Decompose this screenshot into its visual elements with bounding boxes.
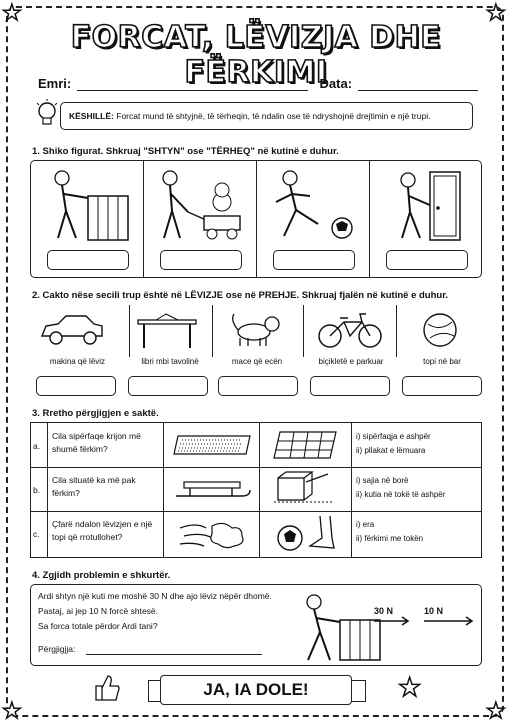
- row-question: Cila sipërfaqe krijon më shumë fërkim?: [52, 431, 141, 454]
- answer-box[interactable]: [36, 376, 116, 396]
- option-1[interactable]: i) era: [356, 520, 375, 529]
- rough-surface-image: [172, 432, 254, 458]
- wind-image: [176, 518, 254, 550]
- problem-line: Sa forca totale përdor Ardi tani?: [38, 621, 158, 631]
- child-pushing-box-image: [36, 166, 138, 246]
- force-label: 10 N: [424, 606, 444, 616]
- row-letter: b.: [33, 485, 41, 495]
- option-2[interactable]: ii) pllakat e lëmuara: [356, 445, 426, 455]
- answer-label: Përgjigjja:: [38, 644, 76, 654]
- item-label: mace që ecën: [231, 357, 283, 366]
- row-question: Çfarë ndalon lëvizjen e një topi që rrotullohet?: [52, 519, 153, 542]
- question-1-title: 1. Shiko figurat. Shkruaj "SHTYN" ose "TËRHEQ" në kutinë e duhur.: [32, 146, 339, 157]
- force-arrows: [372, 616, 478, 626]
- thumbs-up-icon: [92, 672, 122, 702]
- page-title: FORCAT, LËVIZJA DHE FËRKIMI: [70, 20, 442, 90]
- child-pushing-crate-image: [296, 592, 386, 664]
- name-field[interactable]: [77, 76, 307, 91]
- item-label: biçikletë e parkuar: [318, 357, 384, 366]
- smooth-tiles-image: [270, 430, 340, 460]
- options: [356, 474, 445, 501]
- sled-on-snow-image: [172, 476, 254, 502]
- row-question: Cila situatë ka më pak fërkim?: [52, 475, 136, 498]
- child-pulling-wagon-image: [148, 166, 250, 246]
- answer-box[interactable]: [47, 250, 129, 270]
- option-2[interactable]: ii) kutia në tokë të ashpër: [356, 489, 446, 499]
- ball-and-leg-image: [272, 514, 342, 554]
- date-label: Data:: [319, 76, 353, 91]
- row-letter: c.: [33, 529, 40, 539]
- ribbon-end: [350, 680, 366, 702]
- tip-text: Forcat mund të shtyjnë, të tërheqin, të ndalin ose të ndryshojnë drejtimin e një trupi.: [116, 111, 431, 121]
- item-label: topi në bar: [423, 357, 461, 366]
- options: [356, 430, 431, 457]
- tip-box: [60, 102, 473, 130]
- star-icon: ★: [2, 0, 22, 25]
- problem-line: Pastaj, ai jep 10 N forcë shtesë.: [38, 606, 159, 616]
- name-date-row: [38, 76, 478, 91]
- answer-line[interactable]: [86, 654, 262, 655]
- answer-box[interactable]: [128, 376, 208, 396]
- question-3-title: 3. Rretho përgjigjen e saktë.: [32, 408, 159, 419]
- item-label: libri mbi tavolinë: [141, 357, 199, 366]
- question-2-title: 2. Cakto nëse secili trup është në LËVIZJE ose në PREHJE. Shkruaj fjalën në kutinë e duhur.: [32, 290, 449, 301]
- answer-box[interactable]: [310, 376, 390, 396]
- question-4-title: 4. Zgjidh problemin e shkurtër.: [32, 570, 171, 581]
- date-field[interactable]: [358, 76, 478, 91]
- options: [356, 518, 423, 545]
- item-label: makina që lëviz: [49, 357, 106, 366]
- star-icon: ★: [486, 698, 506, 723]
- option-1[interactable]: i) sipërfaqja e ashpër: [356, 432, 431, 441]
- child-kicking-ball-image: [262, 166, 364, 246]
- answer-box[interactable]: [218, 376, 298, 396]
- row-letter: a.: [33, 441, 41, 451]
- answer-box[interactable]: [386, 250, 468, 270]
- cat-image: [228, 308, 288, 348]
- box-on-ground-image: [272, 470, 338, 504]
- option-2[interactable]: ii) fërkimi me tokën: [356, 533, 424, 543]
- book-on-table-image: [134, 308, 200, 350]
- car-image: [38, 312, 106, 348]
- name-label: Emri:: [38, 76, 72, 91]
- smiling-star-icon: ★: [398, 672, 422, 702]
- answer-box[interactable]: [273, 250, 355, 270]
- answer-box[interactable]: [160, 250, 242, 270]
- child-opening-door-image: [374, 166, 476, 246]
- footer-banner: JA, IA DOLE!: [160, 675, 352, 705]
- lightbulb-icon: [34, 98, 60, 132]
- force-label: 30 N: [374, 606, 394, 616]
- tip-label: KËSHILLË:: [69, 111, 114, 121]
- ball-image: [420, 310, 460, 350]
- option-1[interactable]: i) sajia në borë: [356, 476, 409, 485]
- star-icon: ★: [2, 698, 22, 723]
- problem-line: Ardi shtyn një kuti me moshë 30 N dhe ajo lëviz nëpër dhomë.: [38, 591, 272, 601]
- answer-box[interactable]: [402, 376, 482, 396]
- bicycle-image: [316, 310, 384, 350]
- star-icon: ★: [486, 0, 506, 25]
